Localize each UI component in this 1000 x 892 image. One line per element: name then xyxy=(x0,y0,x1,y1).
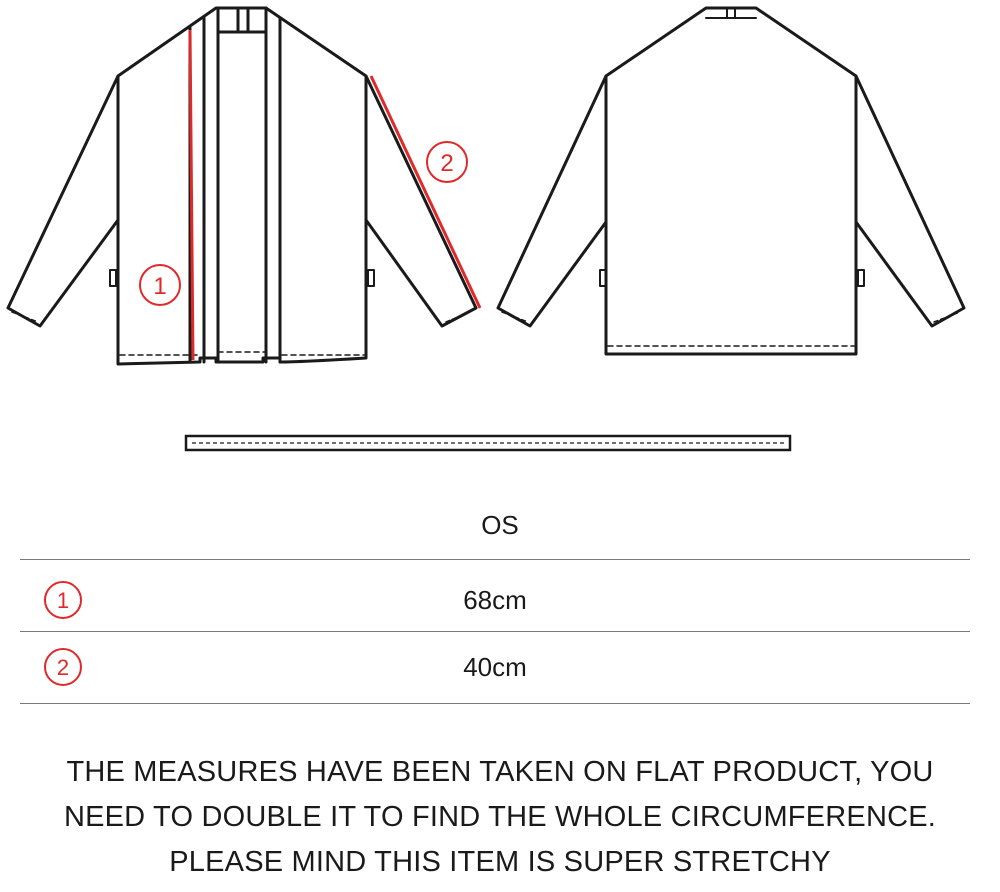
measure-marker-1-label: 1 xyxy=(153,273,167,300)
belt-drawing xyxy=(186,436,790,450)
back-body-outline xyxy=(606,8,856,354)
measure-line-2 xyxy=(371,76,480,308)
front-right-sleeve xyxy=(366,76,476,326)
measure-value: 68cm xyxy=(463,585,527,615)
note-line: NEED TO DOUBLE IT TO FIND THE WHOLE CIRCUMFERENCE. xyxy=(63,801,937,833)
svg-text:2: 2 xyxy=(56,655,70,680)
table-row xyxy=(20,565,970,635)
table-row xyxy=(20,632,970,702)
note-line: PLEASE MIND THIS ITEM IS SUPER STRETCHY xyxy=(169,846,831,878)
measure-value: 40cm xyxy=(463,652,527,682)
table-divider xyxy=(20,703,970,704)
front-view xyxy=(8,8,476,364)
back-right-sleeve xyxy=(856,76,964,326)
back-left-sleeve xyxy=(498,76,606,326)
front-body-outline xyxy=(118,8,366,364)
svg-text:1: 1 xyxy=(56,588,70,613)
measure-marker-2-label: 2 xyxy=(440,150,454,177)
table-divider xyxy=(20,559,970,560)
front-left-sleeve xyxy=(8,76,118,326)
measurement-note xyxy=(0,750,1000,885)
size-column-header: OS xyxy=(481,510,519,540)
note-line: THE MEASURES HAVE BEEN TAKEN ON FLAT PRODUCT, YOU xyxy=(66,756,934,788)
back-view xyxy=(498,8,964,354)
